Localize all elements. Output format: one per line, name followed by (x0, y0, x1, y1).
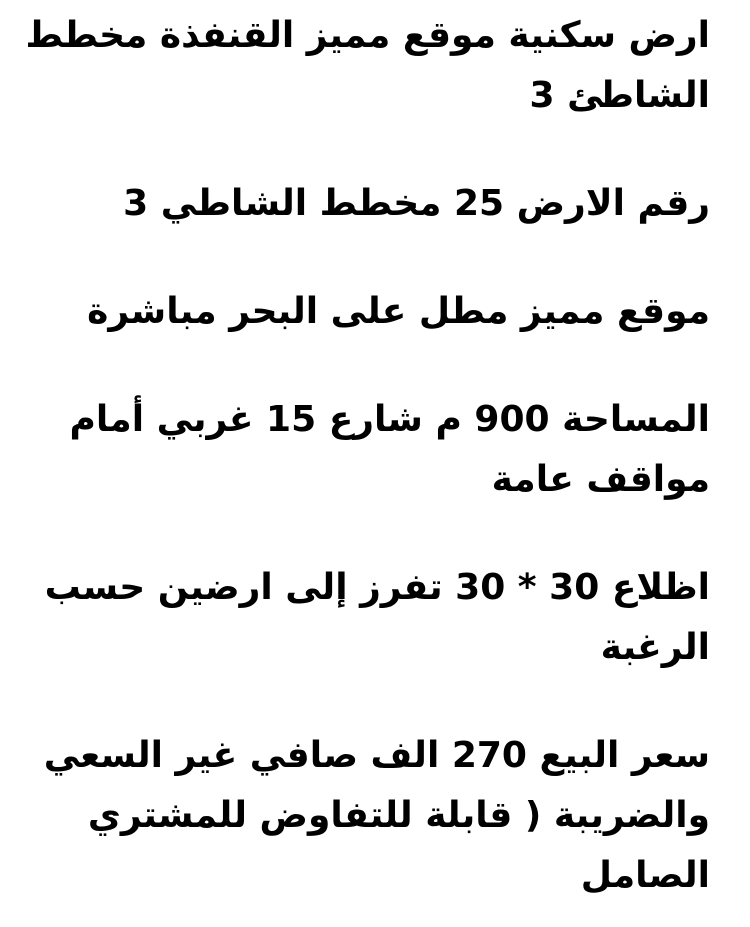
area-line-1: المساحة 900 م شارع 15 غربي أمام (69, 399, 710, 440)
area-paragraph (40, 390, 710, 510)
paragraph-gap (40, 342, 710, 390)
title-line-1: ارض سكنية موقع مميز القنفذة مخطط (25, 15, 710, 56)
dimensions-line-2: الرغبة (600, 627, 710, 668)
title-line-2: الشاطئ 3 (529, 75, 710, 116)
paragraph-gap (40, 126, 710, 174)
dimensions-paragraph (40, 558, 710, 678)
price-line-1: سعر البيع 270 الف صافي غير السعي (43, 735, 710, 776)
title-paragraph (25, 6, 710, 126)
price-line-2: والضريبة ( قابلة للتفاوض للمشتري (87, 795, 710, 836)
price-line-3: الصامل (580, 855, 710, 896)
location-paragraph (40, 282, 710, 342)
area-line-2: مواقف عامة (491, 459, 710, 500)
plot-number-line: رقم الارض 25 مخطط الشاطي 3 (123, 183, 710, 224)
dimensions-line-1: اظلاع 30 * 30 تفرز إلى ارضين حسب (44, 567, 710, 608)
paragraph-gap (40, 678, 710, 726)
location-line: موقع مميز مطل على البحر مباشرة (87, 291, 710, 332)
paragraph-gap (40, 234, 710, 282)
plot-number-paragraph (40, 174, 710, 234)
paragraph-gap (40, 510, 710, 558)
price-paragraph (40, 726, 710, 906)
